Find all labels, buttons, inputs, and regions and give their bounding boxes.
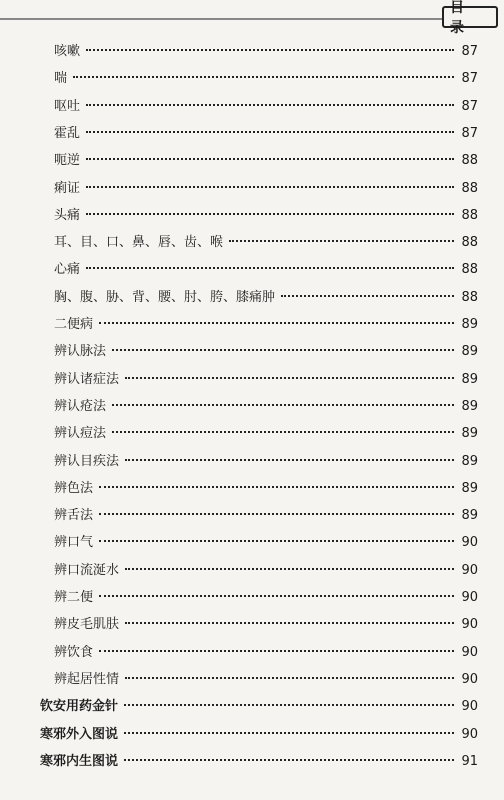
toc-entry[interactable] <box>54 370 478 390</box>
toc-entry-page-number: 88 <box>461 235 478 251</box>
toc-entry-page-number: 90 <box>461 617 478 633</box>
toc-entry-page-number: 88 <box>461 262 478 278</box>
section-header-title: 目 录 <box>450 0 470 36</box>
dot-leader <box>86 213 454 215</box>
dot-leader <box>99 650 454 652</box>
toc-entry-page-number: 87 <box>461 98 478 114</box>
toc-entry[interactable] <box>54 151 478 171</box>
toc-entry-label: 辨认目疾法 <box>54 453 120 469</box>
toc-entry-page-number: 89 <box>461 426 478 442</box>
header-rule <box>0 18 442 20</box>
toc-entry-page-number: 88 <box>461 153 478 169</box>
dot-leader <box>125 677 454 679</box>
toc-entry-page-number: 90 <box>461 644 478 660</box>
toc-entry-label: 心痛 <box>54 262 81 278</box>
toc-entry-label: 寒邪内生图说 <box>40 753 119 769</box>
dot-leader <box>99 540 454 542</box>
toc-entry-page-number: 88 <box>461 180 478 196</box>
toc-entry-label: 钦安用药金针 <box>40 699 119 715</box>
dot-leader <box>124 704 454 706</box>
toc-entry-page-number: 89 <box>461 508 478 524</box>
toc-entry[interactable] <box>54 179 478 199</box>
dot-leader <box>124 732 454 734</box>
toc-entry[interactable] <box>54 452 478 472</box>
toc-entry[interactable] <box>54 315 478 335</box>
toc-entry-label: 辨色法 <box>54 480 94 496</box>
dot-leader <box>229 240 454 242</box>
toc-entry-label: 呕吐 <box>54 98 81 114</box>
toc-entry[interactable] <box>54 342 478 362</box>
dot-leader <box>99 513 454 515</box>
toc-entry[interactable] <box>54 506 478 526</box>
dot-leader <box>125 568 454 570</box>
toc-entry-page-number: 89 <box>461 317 478 332</box>
toc-entry-label: 辨认痘法 <box>54 426 107 442</box>
dot-leader <box>281 295 454 297</box>
toc-entry[interactable] <box>54 588 478 608</box>
toc-entry[interactable] <box>54 643 478 663</box>
dot-leader <box>112 404 454 406</box>
toc-entry-label: 呃逆 <box>54 153 81 169</box>
toc-entry-label: 霍乱 <box>54 125 81 141</box>
toc-entry[interactable] <box>54 479 478 499</box>
dot-leader <box>112 431 454 433</box>
dot-leader <box>86 49 454 51</box>
toc-entry-page-number: 91 <box>461 753 478 769</box>
toc-entry-label: 辨舌法 <box>54 508 94 524</box>
toc-entry[interactable] <box>54 533 478 553</box>
toc-entry-page-number: 88 <box>461 289 478 305</box>
toc-entry[interactable] <box>54 615 478 635</box>
toc-entry-label: 咳嗽 <box>54 44 81 59</box>
toc-entry[interactable] <box>40 697 478 717</box>
dot-leader <box>86 104 454 106</box>
toc-entry[interactable] <box>54 42 478 62</box>
dot-leader <box>99 322 454 324</box>
toc-entry-label: 二便病 <box>54 317 94 332</box>
toc-entry[interactable] <box>54 424 478 444</box>
toc-entry-label: 辨起居性情 <box>54 671 120 687</box>
toc-entry[interactable] <box>40 752 478 772</box>
toc-entry-label: 辨饮食 <box>54 644 94 660</box>
toc-entry[interactable] <box>54 124 478 144</box>
toc-entry-label: 辨认疮法 <box>54 398 107 414</box>
toc-entry-label: 辨皮毛肌肤 <box>54 617 120 633</box>
dot-leader <box>73 76 454 78</box>
toc-entry-page-number: 90 <box>461 671 478 687</box>
toc-entry-page-number: 90 <box>461 535 478 551</box>
toc-entry-page-number: 90 <box>461 562 478 578</box>
toc-entry-label: 辨口流涎水 <box>54 562 120 578</box>
dot-leader <box>99 595 454 597</box>
dot-leader <box>86 186 454 188</box>
toc-entry[interactable] <box>54 97 478 117</box>
toc-entry[interactable] <box>54 69 478 89</box>
dot-leader <box>112 349 454 351</box>
dot-leader <box>125 377 454 379</box>
dot-leader <box>125 459 454 461</box>
toc-entry-page-number: 90 <box>461 726 478 742</box>
dot-leader <box>86 131 454 133</box>
dot-leader <box>124 759 454 761</box>
toc-entry[interactable] <box>54 260 478 280</box>
dot-leader <box>86 158 454 160</box>
toc-entry-page-number: 90 <box>461 699 478 715</box>
toc-entry-label: 痢证 <box>54 180 81 196</box>
dot-leader <box>86 267 454 269</box>
toc-entry-page-number: 88 <box>461 207 478 223</box>
toc-entry[interactable] <box>54 288 478 308</box>
toc-entry-page-number: 89 <box>461 453 478 469</box>
toc-entry-label: 辨二便 <box>54 590 94 605</box>
dot-leader <box>125 622 454 624</box>
toc-entry-label: 寒邪外入图说 <box>40 726 119 742</box>
toc-entry[interactable] <box>54 397 478 417</box>
toc-entry-page-number: 87 <box>461 44 478 59</box>
toc-entry[interactable] <box>54 233 478 253</box>
toc-entry-page-number: 89 <box>461 371 478 387</box>
section-header <box>442 0 498 36</box>
toc-entry-label: 头痛 <box>54 207 81 223</box>
toc-entry-label: 耳、目、口、鼻、唇、齿、喉 <box>54 235 224 251</box>
toc-entry[interactable] <box>40 725 478 745</box>
toc-entry-page-number: 89 <box>461 398 478 414</box>
toc-entry-label: 喘 <box>54 71 68 87</box>
toc-entry-label: 胸、腹、胁、背、腰、肘、胯、膝痛肿 <box>54 289 276 305</box>
toc-entry-page-number: 90 <box>461 590 478 605</box>
toc-entry-label: 辨认脉法 <box>54 344 107 360</box>
toc-entry-label: 辨认诸症法 <box>54 371 120 387</box>
toc-entry-page-number: 87 <box>461 71 478 87</box>
toc-entry[interactable] <box>54 561 478 581</box>
toc-entry[interactable] <box>54 670 478 690</box>
dot-leader <box>99 486 454 488</box>
toc-entry-page-number: 89 <box>461 480 478 496</box>
toc-entry-label: 辨口气 <box>54 535 94 551</box>
toc-entry-page-number: 89 <box>461 344 478 360</box>
toc-entry-page-number: 87 <box>461 125 478 141</box>
toc-entry[interactable] <box>54 206 478 226</box>
